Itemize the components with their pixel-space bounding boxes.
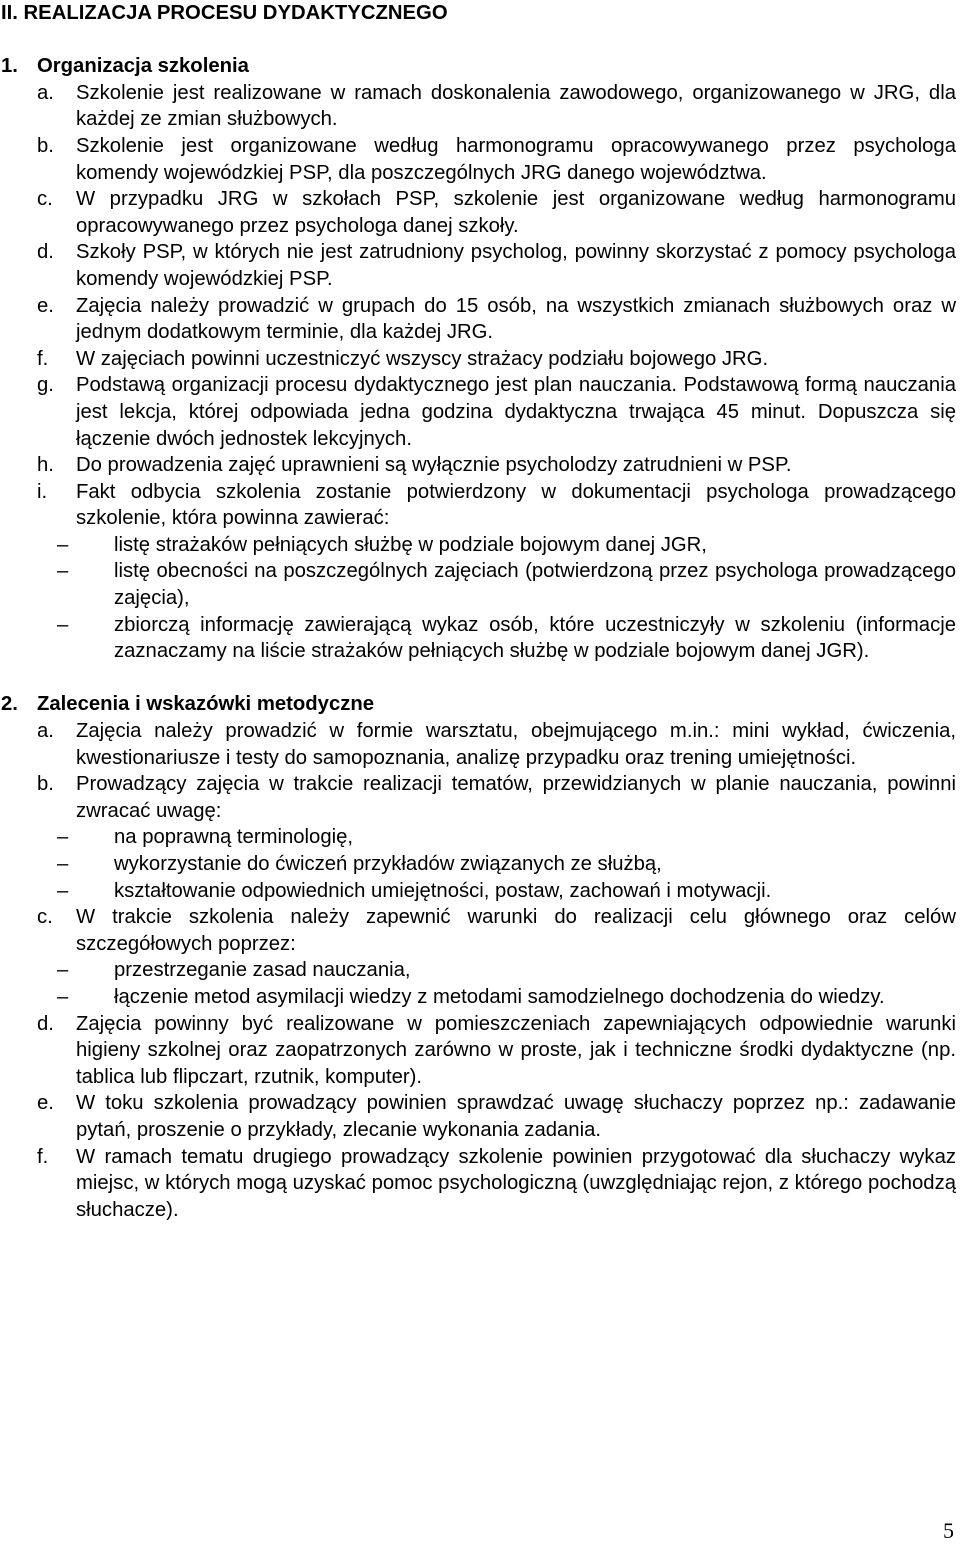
bullet-text: kształtowanie odpowiednich umiejętności, postaw, zachowań i motywacji. xyxy=(114,879,772,902)
list-item xyxy=(1,452,956,479)
item-text: Do prowadzenia zajęć uprawnieni są wyłącznie psycholodzy zatrudnieni w PSP. xyxy=(76,454,792,477)
dash-icon: – xyxy=(57,853,69,875)
section-title-text: Organizacja szkolenia xyxy=(37,55,249,78)
item-letter: a. xyxy=(37,720,54,743)
page-number: 5 xyxy=(943,1518,954,1543)
bullet-item xyxy=(1,558,956,611)
item-letter: g. xyxy=(37,374,54,397)
bullet-item xyxy=(1,984,956,1011)
bullet-text: na poprawną terminologię, xyxy=(114,826,354,849)
list-item xyxy=(1,346,956,373)
item-letter: b. xyxy=(37,773,54,796)
spacer xyxy=(1,665,956,692)
item-text: W przypadku JRG w szkołach PSP, szkolenie jest organizowane według harmonogramu opracowywanego przez psychologa danej szkoły. xyxy=(76,188,956,237)
spacer xyxy=(1,27,956,54)
list-item xyxy=(1,904,956,957)
dash-icon: – xyxy=(57,613,69,636)
dash-icon: – xyxy=(57,533,69,556)
item-text: Szkolenie jest organizowane według harmonogramu opracowywanego przez psychologa komendy wojewódzkiej PSP, dla poszczególnych JRG danego województwa. xyxy=(76,134,956,184)
list-item xyxy=(1,718,956,771)
item-letter: e. xyxy=(37,294,54,317)
item-text: Szkolenie jest realizowane w ramach doskonalenia zawodowego, organizowanego w JRG, dla każdej ze zmian służbowych. xyxy=(76,81,956,131)
list-item xyxy=(1,479,956,532)
list-item xyxy=(1,372,956,452)
list-item xyxy=(1,1144,956,1224)
item-text: Podstawą organizacji procesu dydaktycznego jest plan nauczania. Podstawową formą nauczania jest lekcja, której odpowiada jedna godzina dydaktyczna trwająca 45 minut. Dopuszcza się łączenie dwóch jednostek lekcyjnych. xyxy=(76,374,956,450)
section-title-1 xyxy=(1,53,956,80)
item-letter: d. xyxy=(37,1012,54,1035)
item-letter: c. xyxy=(37,906,53,929)
bullet-text: łączenie metod asymilacji wiedzy z metodami samodzielnego dochodzenia do wiedzy. xyxy=(114,985,885,1008)
list-item xyxy=(1,133,956,186)
item-letter: d. xyxy=(37,241,54,264)
bullet-text: zbiorczą informację zawierającą wykaz osób, które uczestniczyły w szkoleniu (informacje zaznaczamy na liście strażaków pełniących służbę w podziale bojowym danej JGR). xyxy=(114,613,956,663)
list-item xyxy=(1,293,956,346)
section-title-text: Zalecenia i wskazówki metodyczne xyxy=(37,693,375,716)
bullet-item xyxy=(1,851,956,878)
item-text: W toku szkolenia prowadzący powinien sprawdzać uwagę słuchaczy poprzez np.: zadawanie pytań, proszenie o przykłady, zlecanie wykonania zadania. xyxy=(76,1092,956,1141)
bullet-text: listę strażaków pełniących służbę w podziale bojowym danej JGR, xyxy=(114,533,707,556)
bullet-text: wykorzystanie do ćwiczeń przykładów związanych ze służbą, xyxy=(114,853,662,875)
item-letter: b. xyxy=(37,134,54,157)
bullet-item xyxy=(1,824,956,851)
item-text: Prowadzący zajęcia w trakcie realizacji tematów, przewidzianych w planie nauczania, powinni zwracać uwagę: xyxy=(76,773,956,822)
bullet-item xyxy=(1,612,956,665)
item-letter: f. xyxy=(37,1145,49,1168)
list-item xyxy=(1,239,956,292)
list-item xyxy=(1,771,956,824)
section-title-2 xyxy=(1,691,956,718)
item-letter: c. xyxy=(37,188,53,211)
section-number: 2. xyxy=(1,693,18,716)
document-body xyxy=(1,0,956,1223)
dash-icon: – xyxy=(57,826,69,849)
item-text: W ramach tematu drugiego prowadzący szkolenie powinien przygotować dla słuchaczy wykaz miejsc, w których mogą uzyskać pomoc psychologiczną (uwzględniając rejon, z którego pochodzą słuchacze). xyxy=(76,1145,956,1221)
section-number: 1. xyxy=(1,55,18,78)
item-text: Zajęcia powinny być realizowane w pomieszczeniach zapewniających odpowiednie warunki higieny szkolnej oraz zaopatrzonych zarówno w proste, jak i techniczne środki dydaktyczne (np. tablica lub flipczart, rzutnik, komputer). xyxy=(76,1012,956,1088)
bullet-item xyxy=(1,878,956,905)
dash-icon: – xyxy=(57,560,69,583)
item-letter: i. xyxy=(37,480,48,503)
bullet-text: przestrzeganie zasad nauczania, xyxy=(114,959,411,982)
item-text: Zajęcia należy prowadzić w grupach do 15 osób, na wszystkich zmianach służbowych oraz w jednym dodatkowym terminie, dla każdej JRG. xyxy=(76,294,956,344)
chapter-title: II. REALIZACJA PROCESU DYDAKTYCZNEGO xyxy=(1,2,448,24)
dash-icon: – xyxy=(57,879,69,902)
item-text: Szkoły PSP, w których nie jest zatrudniony psycholog, powinny skorzystać z pomocy psychologa komendy wojewódzkiej PSP. xyxy=(76,241,956,290)
item-text: Zajęcia należy prowadzić w formie warsztatu, obejmującego m.in.: mini wykład, ćwiczenia, kwestionariusze i testy do samopoznania, analizę przypadku oraz trening umiejętności. xyxy=(76,720,956,769)
item-letter: h. xyxy=(37,454,54,477)
dash-icon: – xyxy=(57,985,69,1008)
item-text: W trakcie szkolenia należy zapewnić warunki do realizacji celu głównego oraz celów szczegółowych poprzez: xyxy=(76,906,956,955)
list-item xyxy=(1,80,956,133)
list-item xyxy=(1,1011,956,1091)
bullet-text: listę obecności na poszczególnych zajęciach (potwierdzoną przez psychologa prowadzącego zajęcia), xyxy=(114,560,956,610)
bullet-item xyxy=(1,532,956,559)
item-text: Fakt odbycia szkolenia zostanie potwierdzony w dokumentacji psychologa prowadzącego szkolenie, która powinna zawierać: xyxy=(76,480,956,530)
dash-icon: – xyxy=(57,959,69,982)
bullet-item xyxy=(1,957,956,984)
item-letter: f. xyxy=(37,347,49,370)
item-letter: a. xyxy=(37,81,54,104)
item-text: W zajęciach powinni uczestniczyć wszyscy strażacy podziału bojowego JRG. xyxy=(76,347,769,370)
item-letter: e. xyxy=(37,1092,54,1115)
list-item xyxy=(1,186,956,239)
list-item xyxy=(1,1090,956,1143)
